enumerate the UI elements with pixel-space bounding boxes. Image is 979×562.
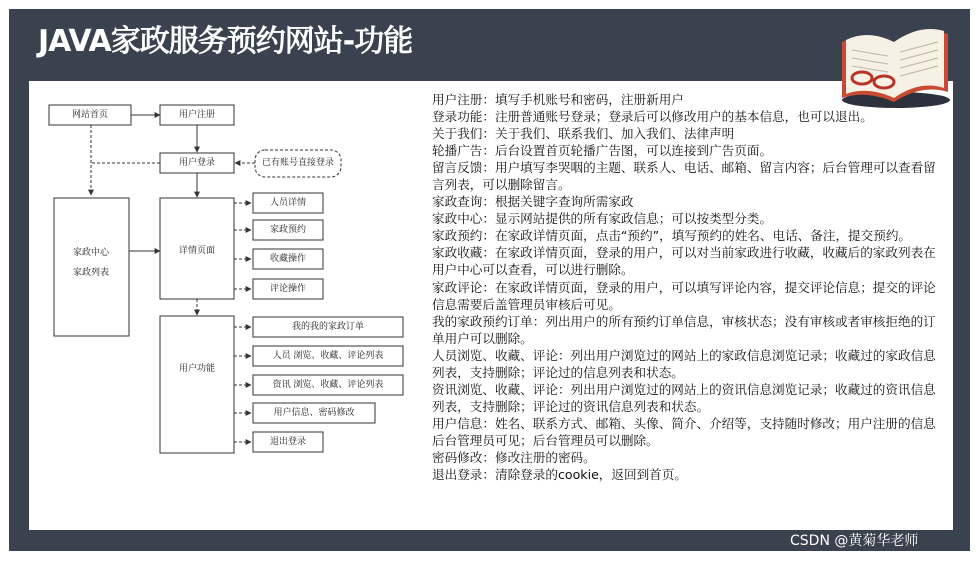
desc-user-info: 用户信息：姓名、联系方式、邮箱、头像、简介、介绍等，支持随时修改；用户注册的信息后台管理员可见；后台管理员可以删除。: [432, 415, 936, 448]
desc-about: 关于我们：关于我们、联系我们、加入我们、法律声明: [432, 126, 735, 142]
desc-login: 登录功能：注册普通账号登录；登录后可以修改用户的基本信息，也可以退出。: [432, 109, 873, 125]
desc-news-history: 资讯浏览、收藏、评论：列出用户浏览过的网站上的资讯信息浏览记录；收藏过的资讯信息列表，支持删除；评论过的资讯信息列表和状态。: [432, 381, 936, 414]
function-description-list: [432, 91, 944, 483]
label-login: 用户登录: [178, 158, 216, 168]
label-person-history: 人员 浏览、收藏、评论列表: [272, 351, 384, 361]
desc-carousel: 轮播广告：后台设置首页轮播广告图，可以连接到广告页面。: [432, 143, 773, 159]
node-user-functions: [160, 316, 234, 453]
label-person-detail: 人员详情: [269, 198, 307, 208]
flowchart: [29, 81, 429, 530]
desc-password: 密码修改：修改注册的密码。: [432, 449, 596, 465]
node-housekeeping-center: [54, 198, 129, 336]
label-favorite: 收藏操作: [269, 254, 307, 264]
desc-orders: 我的家政预约订单：列出用户的所有预约订单信息，审核状态；没有审核或者审核拒绝的订单用户可以删除。: [432, 313, 936, 346]
desc-center: 家政中心：显示网站提供的所有家政信息；可以按类型分类。: [432, 211, 773, 227]
label-register: 用户注册: [178, 110, 216, 120]
desc-comment: 家政评论：在家政详情页面，登录的用户，可以填写评论内容，提交评论信息；提交的评论信息需要后盖管理员审核后可见。: [432, 279, 936, 312]
desc-logout: 退出登录：清除登录的cookie，返回到首页。: [432, 467, 687, 483]
label-user-functions: 用户功能: [178, 364, 216, 374]
desc-register: 用户注册：填写手机账号和密码，注册新用户: [432, 92, 684, 107]
watermark: CSDN @黄菊华老师: [790, 533, 919, 549]
label-detail-page: 详情页面: [178, 246, 216, 256]
label-home: 网站首页: [71, 110, 109, 120]
label-booking: 家政预约: [269, 225, 307, 235]
desc-search: 家政查询：根据关键字查询所需家政: [432, 194, 634, 210]
open-book-icon: [836, 12, 954, 110]
label-comment: 评论操作: [269, 284, 307, 294]
label-logout: 退出登录: [269, 437, 307, 447]
label-housekeeping-list: 家政列表: [72, 268, 110, 278]
label-has-account: 已有账号直接登录: [261, 158, 335, 168]
label-news-history: 资讯 浏览、收藏、评论列表: [272, 380, 384, 390]
label-housekeeping-center: 家政中心: [72, 248, 110, 258]
desc-favorite: 家政收藏：在家政详情页面，登录的用户，可以对当前家政进行收藏，收藏后的家政列表在用户中心可以查看，可以进行删除。: [432, 245, 936, 278]
label-my-orders: 我的我的家政订单: [291, 322, 365, 332]
desc-booking: 家政预约：在家政详情页面，点击“预约”，填写预约的姓名、电话、备注，提交预约。: [432, 228, 912, 244]
desc-person-history: 人员浏览、收藏、评论：列出用户浏览过的网站上的家政信息浏览记录；收藏过的家政信息列表，支持删除；评论过的信息列表和状态。: [432, 347, 936, 380]
desc-feedback: 留言反馈：用户填写李哭咽的主题、联系人、电话、邮箱、留言内容；后台管理可以查看留言列表，可以删除留言。: [432, 160, 936, 193]
label-user-info: 用户信息、密码修改: [273, 408, 355, 418]
page-title: JAVA家政服务预约网站-功能: [38, 24, 413, 59]
